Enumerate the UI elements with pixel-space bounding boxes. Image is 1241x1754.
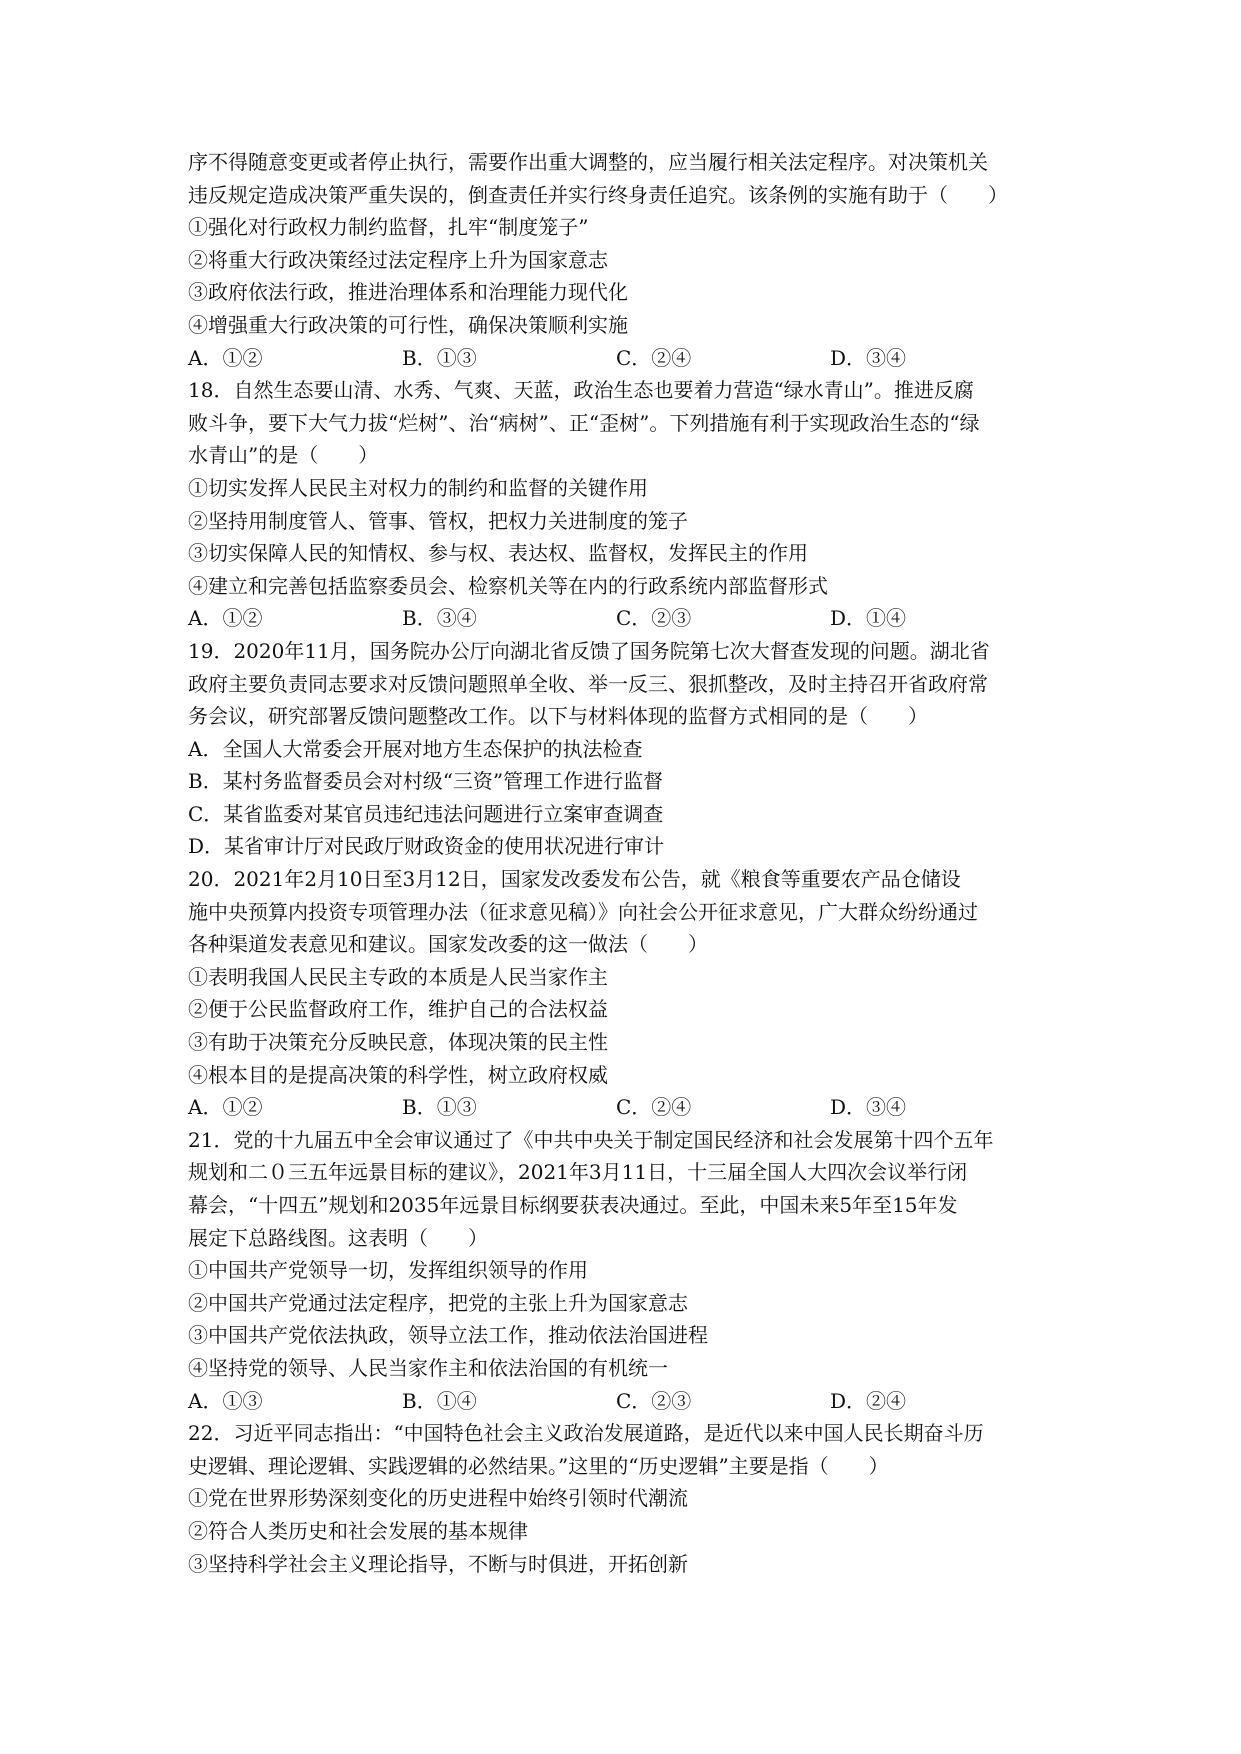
question-stem-line: 21．党的十九届五中全会审议通过了《中共中央关于制定国民经济和社会发展第十四个五年 (188, 1127, 994, 1152)
question-stem-line: 22．习近平同志指出：“中国特色社会主义政治发展道路，是近代以来中国人民长期奋斗历 (188, 1421, 984, 1446)
exam-page (188, 146, 1068, 1580)
statement-item: ②便于公民监督政府工作，维护自己的合法权益 (188, 997, 608, 1022)
choice-d: D．①④ (830, 606, 907, 631)
question-21 (188, 1124, 1068, 1417)
statement-item: ②坚持用制度管人、管事、管权，把权力关进制度的笼子 (188, 508, 688, 533)
statement-item: ③切实保障人民的知情权、参与权、表达权、监督权，发挥民主的作用 (188, 541, 808, 566)
question-stem-line: 务会议，研究部署反馈问题整改工作。以下与材料体现的监督方式相同的是（ ） (188, 704, 928, 729)
statement-item: ②中国共产党通过法定程序，把党的主张上升为国家意志 (188, 1290, 688, 1315)
question-stem-line: 水青山”的是（ ） (188, 443, 379, 468)
question-18 (188, 374, 1068, 635)
question-stem-line: 展定下总路线图。这表明（ ） (188, 1225, 488, 1250)
statement-item: ③有助于决策充分反映民意，体现决策的民主性 (188, 1030, 608, 1055)
option-item: A．全国人大常委会开展对地方生态保护的执法检查 (188, 736, 643, 761)
question-stem-line: 幕会，“十四五”规划和2035年远景目标纲要获表决通过。至此，中国未来5年至15年发 (188, 1193, 958, 1217)
statement-item: ③政府依法行政，推进治理体系和治理能力现代化 (188, 280, 628, 305)
choice-b: B．①③ (402, 1095, 477, 1120)
option-item: C．某省监委对某官员违纪违法问题进行立案审查调查 (188, 801, 664, 826)
statement-item: ①中国共产党领导一切，发挥组织领导的作用 (188, 1258, 588, 1283)
choice-b: B．③④ (402, 606, 477, 631)
question-17 (188, 146, 1068, 374)
question-stem-line: 违反规定造成决策严重失误的，倒查责任并实行终身责任追究。该条例的实施有助于（ ） (188, 182, 1008, 207)
statement-item: ①党在世界形势深刻变化的历史进程中始终引领时代潮流 (188, 1486, 688, 1511)
question-stem-line: 各种渠道发表意见和建议。国家发改委的这一做法（ ） (188, 932, 708, 957)
choice-a: A．①② (188, 1095, 263, 1120)
statement-item: ④坚持党的领导、人民当家作主和依法治国的有机统一 (188, 1355, 668, 1380)
option-item: D．某省审计厅对民政厅财政资金的使用状况进行审计 (188, 834, 665, 859)
question-19 (188, 635, 1068, 863)
question-stem-line: 败斗争，要下大气力拔“烂树”、治“病树”、正“歪树”。下列措施有利于实现政治生态的“绿 (188, 410, 980, 435)
statement-item: ①强化对行政权力制约监督，扎牢“制度笼子” (188, 215, 589, 240)
question-stem-line: 史逻辑、理论逻辑、实践逻辑的必然结果。”这里的“历史逻辑”主要是指（ ） (188, 1453, 889, 1478)
choice-b: B．①③ (402, 345, 477, 370)
statement-item: ①表明我国人民民主专政的本质是人民当家作主 (188, 964, 608, 989)
question-stem-line: 19．2020年11月，国务院办公厅向湖北省反馈了国务院第七次大督查发现的问题。湖北省 (188, 638, 990, 663)
choice-c: C．②③ (616, 606, 692, 631)
choice-a: A．①③ (188, 1388, 263, 1413)
answer-choices (188, 1385, 1068, 1418)
choice-a: A．①② (188, 345, 263, 370)
statement-item: ②将重大行政决策经过法定程序上升为国家意志 (188, 247, 608, 272)
statement-item: ②符合人类历史和社会发展的基本规律 (188, 1518, 528, 1543)
statement-item: ③坚持科学社会主义理论指导，不断与时俱进，开拓创新 (188, 1551, 688, 1576)
question-stem-line: 18．自然生态要山清、水秀、气爽、天蓝，政治生态也要着力营造“绿水青山”。推进反腐 (188, 378, 974, 403)
statement-item: ④增强重大行政决策的可行性，确保决策顺利实施 (188, 312, 628, 337)
choice-c: C．②③ (616, 1388, 692, 1413)
question-stem-line: 政府主要负责同志要求对反馈问题照单全收、举一反三、狠抓整改，及时主持召开省政府常 (188, 671, 988, 696)
question-stem-line: 序不得随意变更或者停止执行，需要作出重大调整的，应当履行相关法定程序。对决策机关 (188, 150, 988, 174)
choice-d: D．③④ (830, 345, 907, 370)
option-item: B．某村务监督委员会对村级“三资”管理工作进行监督 (188, 769, 664, 794)
question-stem-line: 20．2021年2月10日至3月12日，国家发改委发布公告，就《粮食等重要农产品仓储设 (188, 867, 961, 892)
choice-a: A．①② (188, 606, 263, 631)
answer-choices (188, 602, 1068, 635)
choice-b: B．①④ (402, 1388, 477, 1413)
question-20 (188, 863, 1068, 1124)
statement-item: ③中国共产党依法执政，领导立法工作，推动依法治国进程 (188, 1323, 708, 1348)
statement-item: ④根本目的是提高决策的科学性，树立政府权威 (188, 1062, 608, 1087)
statement-item: ①切实发挥人民民主对权力的制约和监督的关键作用 (188, 475, 648, 500)
answer-choices (188, 342, 1068, 375)
choice-c: C．②④ (616, 1095, 692, 1120)
choice-d: D．③④ (830, 1095, 907, 1120)
question-stem-line: 规划和二０三五年远景目标的建议》，2021年3月11日，十三届全国人大四次会议举行闭 (188, 1160, 968, 1185)
choice-c: C．②④ (616, 345, 692, 370)
question-stem-line: 施中央预算内投资专项管理办法（征求意见稿）》向社会公开征求意见，广大群众纷纷通过 (188, 899, 978, 924)
choice-d: D．②④ (830, 1388, 907, 1413)
question-22 (188, 1417, 1068, 1580)
statement-item: ④建立和完善包括监察委员会、检察机关等在内的行政系统内部监督形式 (188, 573, 828, 598)
answer-choices (188, 1091, 1068, 1124)
